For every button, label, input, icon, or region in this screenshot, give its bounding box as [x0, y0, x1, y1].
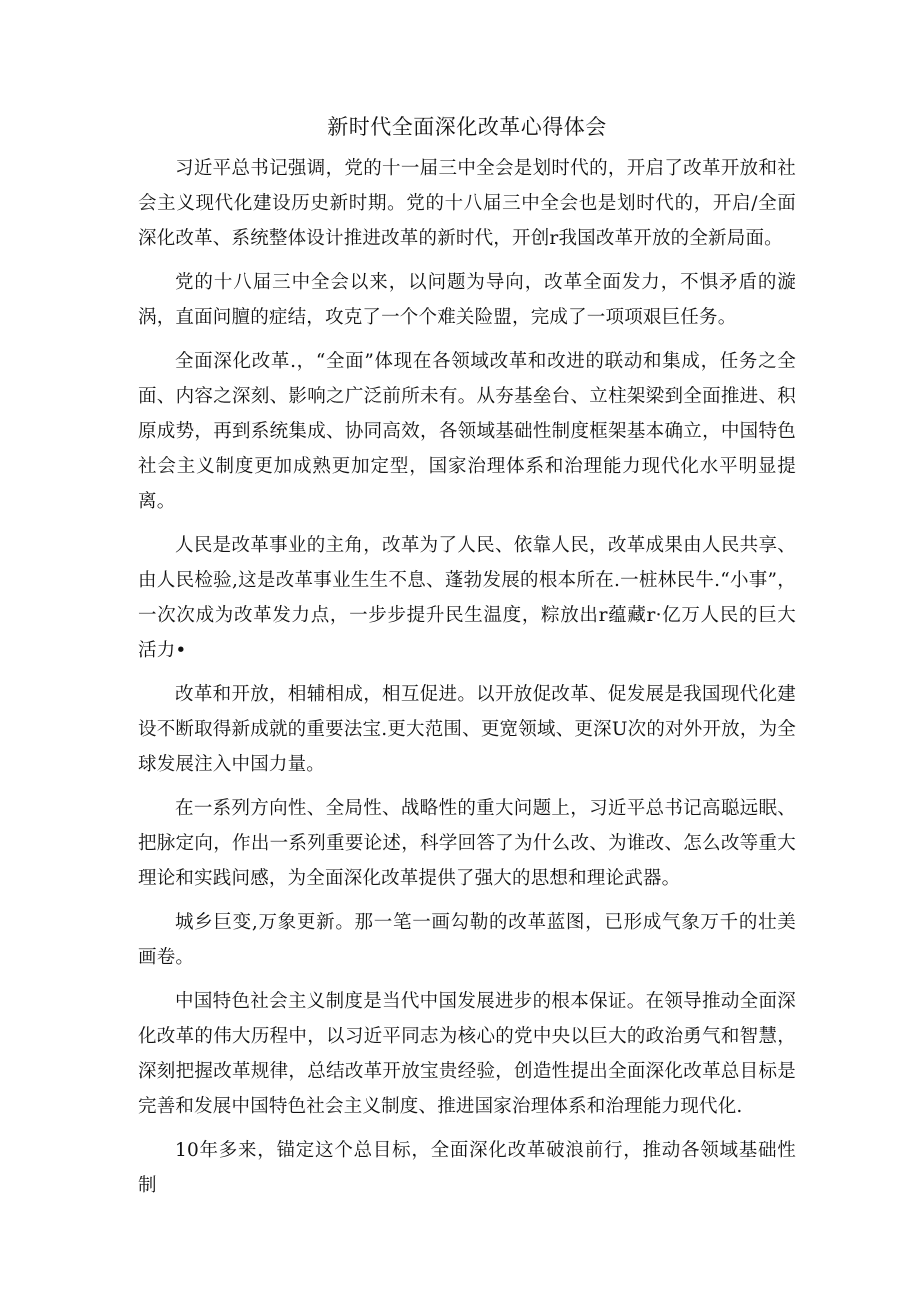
paragraph-8: 中国特色社会主义制度是当代中国发展进步的根本保证。在领导推动全面深化改革的伟大历程中，以习近平同志为核心的党中央以巨大的政治勇气和智慧，深刻把握改革规律，总结改革开放宝贵经验，创造性提出全面深化改革总目标是完善和发展中国特色社会主义制度、推进国家治理体系和治理能力现代化. — [138, 991, 796, 1117]
paragraph-1: 习近平总书记强调，党的十一届三中全会是划时代的，开启了改革开放和社会主义现代化建设历史新时期。党的十八届三中全会也是划时代的，开启/全面深化改革、系统整体设计推进改革的新时代，开创r我国改革开放的全新局面。 — [138, 158, 796, 249]
paragraph-7: 城乡巨变,万象更新。那一笔一画勾勒的改革蓝图，已形成气象万千的壮美画卷。 — [138, 912, 796, 968]
paragraph-9: 10年多来，锚定这个总目标，全面深化改革破浪前行，推动各领域基础性制 — [138, 1140, 796, 1196]
paragraph-4: 人民是改革事业的主角，改革为了人民、依靠人民，改革成果由人民共享、由人民检验,这是改革事业生生不息、蓬勃发展的根本所在.一桩林民牛.“小事”，一次次成为改革发力点，一步步提升民生温度，粽放出r蕴藏r·亿万人民的巨大活力• — [138, 535, 796, 661]
paragraph-5: 改革和开放，相辅相成，相互促进。以开放促改革、促发展是我国现代化建设不断取得新成就的重要法宝.更大范围、更宽领域、更深U次的对外开放，为全球发展注入中国力量。 — [138, 684, 796, 775]
paragraph-3: 全面深化改革.，“全面”体现在各领域改革和改进的联动和集成，任务之全面、内容之深刻、影响之广泛前所未有。从夯基垒台、立柱架梁到全面推进、积原成势，再到系统集成、协同高效，各领域基础性制度框架基本确立，中国特色社会主义制度更加成熟更加定型，国家治理体系和治理能力现代化水平明显提离。 — [138, 351, 796, 512]
document-title: 新时代全面深化改革心得体会 — [327, 115, 607, 139]
document-page — [138, 112, 796, 1212]
paragraph-6: 在一系列方向性、全局性、战略性的重大问题上，习近平总书记高聪远眠、把脉定向，作出一系列重要论述，科学回答了为什么改、为谁改、怎么改等重大理论和实践问感，为全面深化改革提供了强大的思想和理论武器。 — [138, 798, 796, 889]
paragraph-2: 党的十八届三中全会以来，以问题为导向，改革全面发力，不惧矛盾的漩涡，直面问膻的症结，攻克了一个个难关险盟，完成了一项项艰巨任务。 — [138, 272, 796, 328]
